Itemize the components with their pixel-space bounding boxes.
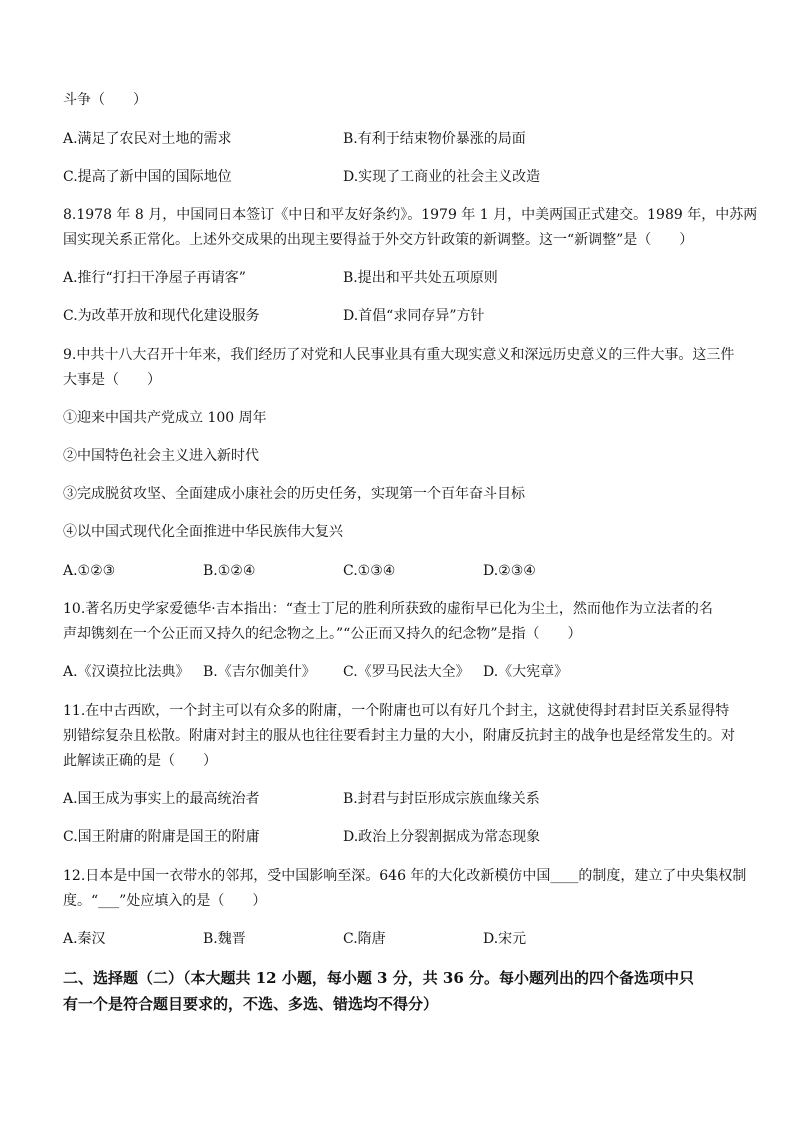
q9-stem-line-1: 9.中共十八大召开十年来，我们经历了对党和人民事业具有重大现实意义和深远历史意义的三件大事。这三件 [63, 347, 735, 363]
q12-option-d: D.宋元 [483, 931, 527, 947]
q10-option-d: D.《大宪章》 [483, 664, 569, 680]
section-2-heading-line-2: 有一个是符合题目要求的，不选、多选、错选均不得分） [63, 995, 439, 1013]
q10-option-b: B.《吉尔伽美什》 [203, 664, 316, 680]
q7-option-d: D.实现了工商业的社会主义改造 [343, 169, 541, 185]
q9-item-1: ①迎来中国共产党成立 100 周年 [63, 410, 267, 426]
q11-option-b: B.封君与封臣形成宗族血缘关系 [343, 791, 540, 807]
q12-stem-line-1: 12.日本是中国一衣带水的邻邦，受中国影响至深。646 年的大化改新模仿中国____的制度，建立了中央集权制 [63, 868, 747, 884]
q8-stem-line-2: 国实现关系正常化。上述外交成果的出现主要得益于外交方针政策的新调整。这一“新调整”是（ ） [63, 232, 694, 248]
q11-stem-line-2: 别错综复杂且松散。附庸对封主的服从也往往要看封主力量的大小，附庸反抗封主的战争也是经常发生的。对 [63, 728, 735, 744]
q9-item-4: ④以中国式现代化全面推进中华民族伟大复兴 [63, 524, 343, 540]
q11-option-d: D.政治上分裂割据成为常态现象 [343, 829, 541, 845]
section-2-heading-line-1: 二、选择题（二）（本大题共 12 小题，每小题 3 分，共 36 分。每小题列出的四个备选项中只 [63, 969, 695, 987]
q11-stem-line-3: 此解读正确的是（ ） [63, 753, 217, 769]
q9-item-2: ②中国特色社会主义进入新时代 [63, 448, 259, 464]
q7-option-a: A.满足了农民对土地的需求 [63, 131, 232, 147]
q9-option-c: C.①③④ [343, 563, 396, 579]
q12-option-b: B.魏晋 [203, 931, 246, 947]
q11-option-a: A.国王成为事实上的最高统治者 [63, 791, 260, 807]
q9-stem-line-2: 大事是（ ） [63, 372, 161, 388]
q8-option-c: C.为改革开放和现代化建设服务 [63, 308, 260, 324]
q10-stem-line-2: 声却镌刻在一个公正而又持久的纪念物之上。”“公正而又持久的纪念物”是指（ ） [63, 626, 582, 642]
q11-option-c: C.国王附庸的附庸是国王的附庸 [63, 829, 260, 845]
q12-option-c: C.隋唐 [343, 931, 386, 947]
q8-option-b: B.提出和平共处五项原则 [343, 270, 498, 286]
q9-option-b: B.①②④ [203, 563, 256, 579]
q12-option-a: A.秦汉 [63, 931, 106, 947]
q8-option-d: D.首倡“求同存异”方针 [343, 308, 485, 324]
q12-stem-line-2: 度。“___”处应填入的是（ ） [63, 893, 267, 909]
q7-stem-tail: 斗争（ ） [63, 92, 147, 108]
q9-item-3: ③完成脱贫攻坚、全面建成小康社会的历史任务，实现第一个百年奋斗目标 [63, 486, 525, 502]
q7-option-b: B.有利于结束物价暴涨的局面 [343, 131, 526, 147]
q10-option-c: C.《罗马民法大全》 [343, 664, 470, 680]
q10-stem-line-1: 10.著名历史学家爱德华·吉本指出：“查士丁尼的胜利所获致的虚衔早已化为尘土，然而他作为立法者的名 [63, 601, 713, 617]
q9-option-d: D.②③④ [483, 563, 536, 579]
q9-option-a: A.①②③ [63, 563, 116, 579]
q8-option-a: A.推行“打扫干净屋子再请客” [63, 270, 246, 286]
q8-stem-line-1: 8.1978 年 8 月，中国同日本签订《中日和平友好条约》。1979 年 1 月，中美两国正式建交。1989 年，中苏两 [63, 207, 758, 223]
q11-stem-line-1: 11.在中古西欧，一个封主可以有众多的附庸，一个附庸也可以有好几个封主，这就使得封君封臣关系显得特 [63, 703, 730, 719]
q10-option-a: A.《汉谟拉比法典》 [63, 664, 190, 680]
q7-option-c: C.提高了新中国的国际地位 [63, 169, 232, 185]
